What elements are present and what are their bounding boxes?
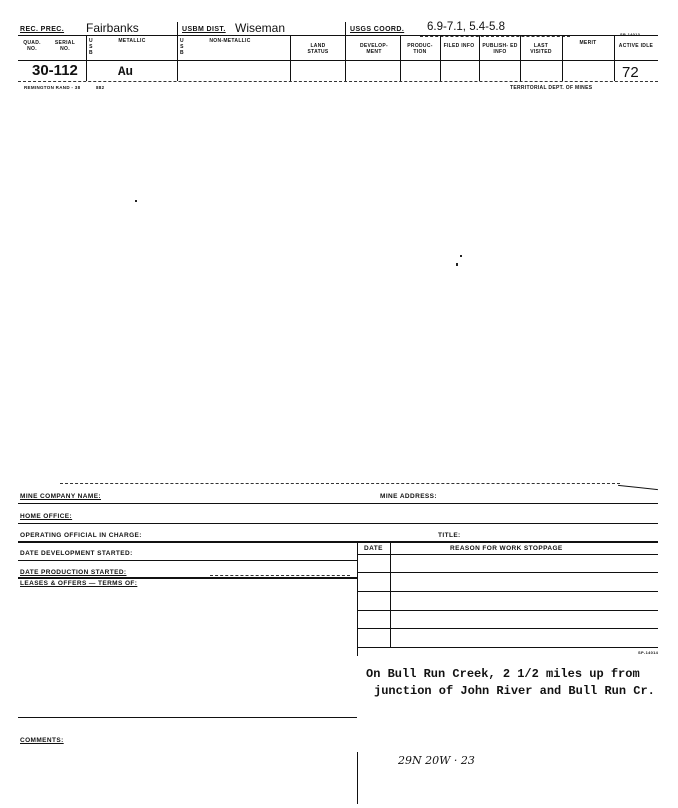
col-non-metallic: NON-METALLIC (209, 38, 251, 44)
rule (520, 35, 521, 81)
rule (614, 35, 615, 81)
comments-label: COMMENTS: (20, 737, 64, 744)
rule (400, 35, 401, 81)
col-filed-info: FILED INFO (443, 43, 475, 49)
rule (210, 575, 350, 576)
col-land-status: LAND STATUS (307, 43, 329, 55)
usgs-coord-label: USGS COORD. (350, 26, 405, 33)
col-production: PRODUC- TION (407, 43, 433, 55)
rule (357, 647, 658, 648)
usbm-dist-value: Wiseman (235, 21, 286, 35)
location-note-line1: On Bull Run Creek, 2 1/2 miles up from (366, 667, 640, 681)
col-metallic: METALLIC (118, 38, 146, 44)
form-number-top: SP-14013 (620, 32, 641, 37)
mine-address-label: MINE ADDRESS: (380, 493, 437, 500)
rule (357, 554, 658, 555)
col-development: DEVELOP- MENT (360, 43, 388, 55)
quad-serial-value: 30-112 (32, 62, 78, 79)
date-production-label: DATE PRODUCTION STARTED: (20, 569, 127, 576)
col-merit: MERIT (579, 40, 597, 46)
rule (479, 35, 480, 81)
rule (357, 572, 658, 573)
rule (562, 35, 563, 81)
speck (460, 255, 462, 257)
speck (456, 263, 458, 266)
rule (357, 610, 658, 611)
rule (18, 503, 658, 504)
rule (357, 628, 658, 629)
rule (345, 22, 346, 81)
rule (290, 35, 291, 81)
col-usb-metallic: U S B (89, 38, 93, 56)
active-idle-value: 72 (622, 64, 639, 81)
rule (420, 36, 570, 37)
rule (18, 717, 357, 718)
rule (357, 591, 658, 592)
leases-label: LEASES & OFFERS — TERMS OF: (20, 580, 138, 587)
rec-prec-value: Fairbanks (86, 21, 139, 35)
rule (86, 35, 87, 81)
rule (18, 523, 658, 524)
rule (18, 577, 357, 579)
col-quad-no: QUAD. NO. (23, 40, 41, 52)
township-note: 29N 20W · 23 (398, 754, 475, 767)
rec-prec-label: REC. PREC. (20, 26, 65, 33)
rule (18, 541, 658, 543)
reason-column-header: REASON FOR WORK STOPPAGE (450, 545, 563, 552)
title-label: TITLE: (438, 532, 461, 539)
rule (177, 22, 178, 81)
territorial-dept: TERRITORIAL DEPT. OF MINES (510, 85, 593, 91)
location-note-line2: junction of John River and Bull Run Cr. (374, 684, 655, 698)
col-last-visited: LAST VISITED (530, 43, 552, 55)
col-published-info: PUBLISH- ED INFO (482, 43, 518, 55)
form-number-bottom: SP-14014 (638, 650, 659, 655)
speck (135, 200, 137, 202)
rule (618, 485, 658, 490)
col-serial-no: SERIAL NO. (54, 40, 76, 52)
metallic-value: Au (118, 65, 134, 79)
operating-official-label: OPERATING OFFICIAL IN CHARGE: (20, 532, 142, 539)
rule (390, 541, 391, 647)
date-column-header: DATE (364, 545, 383, 552)
rule (18, 560, 357, 561)
home-office-label: HOME OFFICE: (20, 513, 73, 520)
date-development-label: DATE DEVELOPMENT STARTED: (20, 550, 133, 557)
usbm-dist-label: USBM DIST. (182, 26, 226, 33)
rule (60, 483, 620, 484)
usgs-coord-value: 6.9-7.1, 5.4-5.8 (427, 21, 505, 33)
rule (18, 81, 658, 82)
printer-mark: REMINGTON RAND - 38 (24, 85, 81, 90)
printer-code: 882 (96, 85, 105, 90)
rule (440, 35, 441, 81)
col-usb-nonmetallic: U S B (180, 38, 184, 56)
rule (357, 541, 358, 656)
rule (357, 752, 358, 804)
col-active-idle: ACTIVE IDLE (618, 43, 654, 49)
mine-company-label: MINE COMPANY NAME: (20, 493, 101, 500)
